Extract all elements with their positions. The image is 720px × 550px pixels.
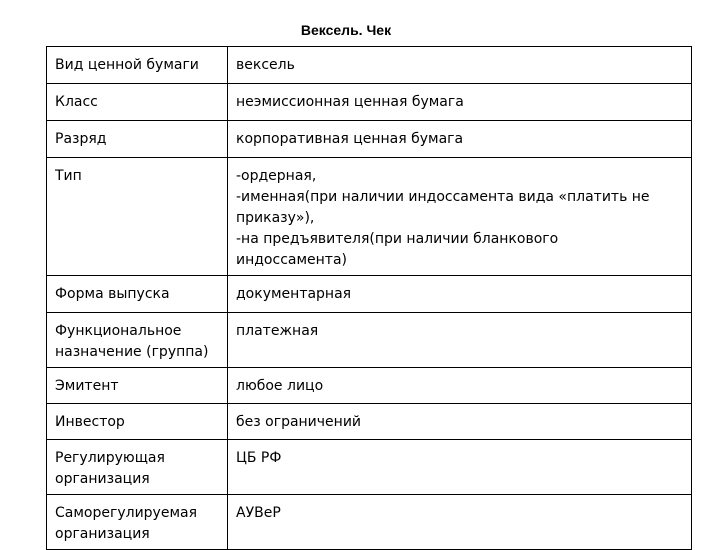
table-row bbox=[47, 404, 692, 440]
property-label: Саморегулируемая bbox=[55, 505, 198, 521]
property-label: Класс bbox=[55, 94, 98, 110]
property-cell bbox=[47, 121, 228, 158]
property-cell bbox=[47, 404, 228, 440]
table-row bbox=[47, 121, 692, 158]
value-text: неэмиссионная ценная бумага bbox=[236, 94, 464, 110]
value-cell bbox=[228, 440, 692, 495]
property-cell bbox=[47, 47, 228, 84]
properties-table bbox=[46, 46, 692, 550]
property-cell bbox=[47, 313, 228, 368]
value-cell bbox=[228, 404, 692, 440]
value-text: ЦБ РФ bbox=[236, 450, 282, 466]
property-label: Эмитент bbox=[55, 378, 119, 394]
value-text: без ограничений bbox=[236, 414, 362, 430]
value-text: платежная bbox=[236, 323, 319, 339]
property-label: организация bbox=[55, 526, 150, 542]
value-text: АУВеР bbox=[236, 505, 281, 521]
property-label: Форма выпуска bbox=[55, 286, 170, 302]
table-row bbox=[47, 440, 692, 495]
property-label: Тип bbox=[55, 168, 82, 184]
value-cell bbox=[228, 495, 692, 550]
property-cell bbox=[47, 276, 228, 313]
property-label: Вид ценной бумаги bbox=[55, 57, 199, 73]
property-label: организация bbox=[55, 471, 150, 487]
property-cell bbox=[47, 84, 228, 121]
value-cell bbox=[228, 276, 692, 313]
property-label: Инвестор bbox=[55, 414, 125, 430]
table-row bbox=[47, 495, 692, 550]
table-row bbox=[47, 47, 692, 84]
value-cell bbox=[228, 47, 692, 84]
table-row bbox=[47, 313, 692, 368]
table-row bbox=[47, 368, 692, 404]
property-cell bbox=[47, 440, 228, 495]
value-text: приказу»), bbox=[236, 210, 315, 226]
value-cell bbox=[228, 84, 692, 121]
value-cell bbox=[228, 121, 692, 158]
value-text: любое лицо bbox=[236, 378, 324, 394]
value-text: корпоративная ценная бумага bbox=[236, 131, 464, 147]
property-cell bbox=[47, 495, 228, 550]
value-cell bbox=[228, 158, 692, 276]
value-text: вексель bbox=[236, 57, 295, 73]
table-row bbox=[47, 84, 692, 121]
value-text: -ордерная, bbox=[236, 168, 317, 184]
table-row bbox=[47, 276, 692, 313]
property-label: Регулирующая bbox=[55, 450, 165, 466]
value-text: -на предъявителя(при наличии бланкового bbox=[236, 231, 559, 247]
value-cell bbox=[228, 313, 692, 368]
property-cell bbox=[47, 368, 228, 404]
property-label: Функциональное bbox=[55, 323, 182, 339]
value-cell bbox=[228, 368, 692, 404]
property-cell bbox=[47, 158, 228, 276]
value-text: -именная(при наличии индоссамента вида «платить не bbox=[236, 189, 650, 205]
page-title: Вексель. Чек bbox=[300, 22, 392, 38]
table-row bbox=[47, 158, 692, 276]
property-label: назначение (группа) bbox=[55, 344, 209, 360]
value-text: документарная bbox=[236, 286, 352, 302]
value-text: индоссамента) bbox=[236, 252, 347, 268]
property-label: Разряд bbox=[55, 131, 107, 147]
